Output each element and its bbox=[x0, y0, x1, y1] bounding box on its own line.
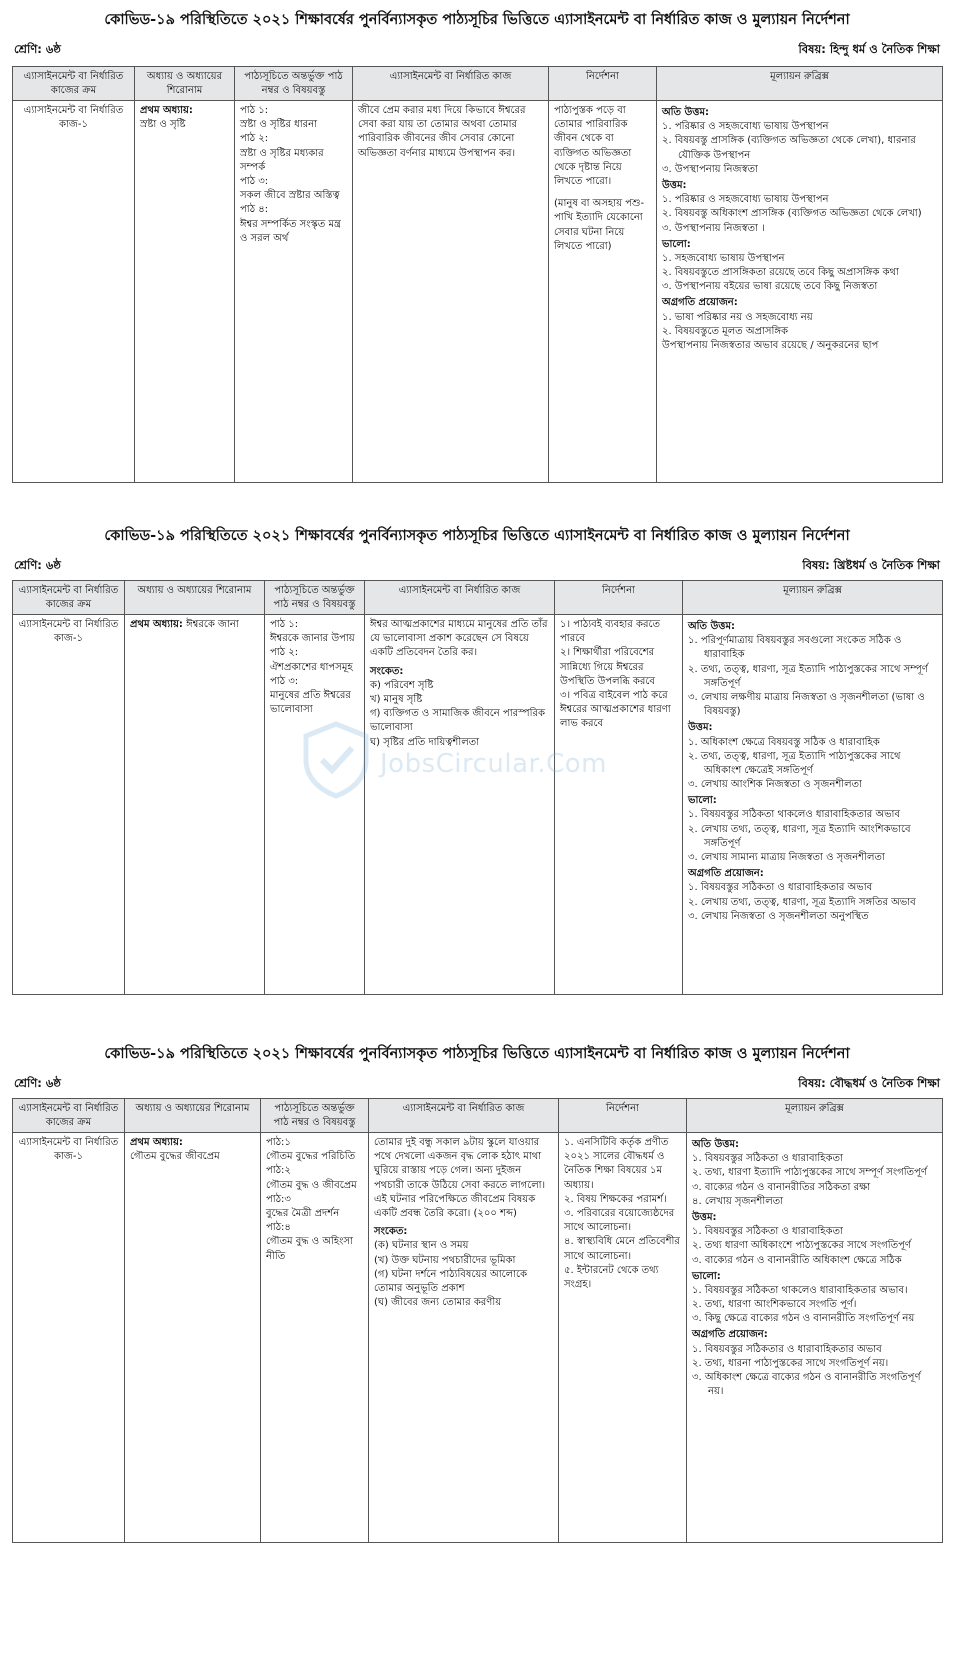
cell-lessons bbox=[261, 1133, 369, 1543]
rubric-item: ৩. কিছু ক্ষেত্রে বাক্যের গঠন ও বানানরীতি সংগতিপূর্ণ নয় bbox=[692, 1313, 915, 1325]
instruction-line: ৫. ইন্টারনেট থেকে তথ্য সংগ্রহ। bbox=[564, 1264, 659, 1290]
rubric-item: ৩. লেখায় সামান্য মাত্রায় নিজস্বতা ও সৃজনশীলতা bbox=[688, 852, 885, 863]
task-line: তোমার দুই বন্ধু সকাল ৯টায় স্কুলে যাওয়ার পথে দেখলো একজন বৃদ্ধ লোক হঠাৎ মাথা ঘুরিয়ে রাস্তায় পড়ে গেল। অন্য দুইজন পথচারী তাকে উঠিয়ে সেবা করতে লাগলো। এই ঘটনার পরিপেক্ষিতে জীবপ্রেম বিষয়ক একটি প্রবন্ধ তৈরি করো। (২০০ শব্দ) bbox=[374, 1137, 546, 1219]
lesson-line: পাঠ:২ bbox=[266, 1165, 291, 1177]
cell-rubric bbox=[657, 101, 943, 483]
cell-task bbox=[369, 1133, 559, 1543]
cell-order bbox=[13, 101, 135, 483]
rubric-item: ২. লেখায় তথ্য, তত্ত্ব, ধারণা, সূত্র ইত্যাদি সঙ্গতির অভাব bbox=[688, 896, 916, 908]
table-header-row bbox=[13, 1099, 943, 1133]
table-row bbox=[13, 615, 943, 995]
table-header-row bbox=[13, 67, 943, 101]
chapter-label: প্রথম অধ্যায়: bbox=[140, 105, 193, 116]
cell-lessons bbox=[265, 615, 365, 995]
instruction-line: ৪. স্বাস্থ্যবিধি মেনে প্রতিবেশীর সাথে আলোচনা। bbox=[564, 1236, 680, 1262]
lesson-line: গৌতম বুদ্ধ ও জীবপ্রেম bbox=[266, 1179, 357, 1191]
rubric-level: উত্তম: bbox=[692, 1211, 717, 1223]
cell-order bbox=[13, 1133, 125, 1543]
lesson-line: গৌতম বুদ্ধের পরিচিতি bbox=[266, 1151, 356, 1163]
lesson-line: পাঠ ১: bbox=[270, 619, 299, 630]
header-chapter: অধ্যায় ও অধ্যায়ের শিরোনাম bbox=[125, 581, 265, 615]
lesson-line: স্রষ্টা ও সৃষ্টির মধ্যকার সম্পর্ক bbox=[240, 147, 324, 173]
rubric-level: অতি উত্তম: bbox=[692, 1139, 739, 1150]
header-order: এ্যাসাইনমেন্ট বা নির্ধারিত কাজের ক্রম bbox=[13, 581, 125, 615]
lesson-line: পাঠ ৪: bbox=[240, 204, 269, 216]
rubric-item: উপস্থাপনায় নিজস্বতার অভাব রয়েছে / অনুকরনের ছাপ bbox=[662, 340, 879, 351]
cell-chapter bbox=[125, 1133, 261, 1543]
lesson-line: পাঠ:৪ bbox=[266, 1222, 291, 1234]
rubric-item: ১. বিষয়বস্তুর সঠিকতা থাকলেও ধারাবাহিকতার অভাব bbox=[688, 809, 901, 821]
rubric-item: ৩. লেখায় আংশিক নিজস্বতা ও সৃজনশীলতা bbox=[688, 779, 862, 791]
chapter-title: ঈশ্বরকে জানা bbox=[186, 619, 239, 630]
rubric-item: ৩. লেখায় নিজস্বতা ও সৃজনশীলতা অনুপস্থিত bbox=[688, 910, 869, 922]
rubric-item: ২. তথ্য ধারণা অধিকাংশে পাঠ্যপুস্তকের সাথে সংগতিপূর্ণ bbox=[692, 1240, 911, 1252]
section-meta bbox=[12, 40, 942, 58]
rubric-item: ২. তথ্য, তত্ত্ব, ধারণা, সূত্র ইত্যাদি পাঠ্যপুস্তকের সাথে সম্পূর্ণ সঙ্গতিপূর্ণ bbox=[688, 663, 928, 689]
cell-lessons bbox=[235, 101, 353, 483]
lesson-line: পাঠ ৩: bbox=[270, 675, 299, 687]
rubric-item: ২. বিষয়বস্তুতে মূলত অপ্রাসঙ্গিক bbox=[662, 325, 788, 337]
assignment-table bbox=[12, 580, 943, 995]
header-lessons: পাঠ্যসূচিতে অন্তর্ভুক্ত পাঠ নম্বর ও বিষয়বস্তু bbox=[235, 67, 353, 101]
lesson-line: পাঠ:৩ bbox=[266, 1193, 291, 1205]
rubric-item: ২. বিষয়বস্তু প্রাসঙ্গিক (ব্যক্তিগত অভিজ্ঞতা থেকে লেখা), ধারনার যৌক্তিক উপস্থাপন bbox=[662, 135, 916, 161]
subject-label: বিষয়: খ্রিষ্টধর্ম ও নৈতিক শিক্ষা bbox=[802, 558, 940, 572]
header-task: এ্যাসাইনমেন্ট বা নির্ধারিত কাজ bbox=[353, 67, 549, 101]
rubric-item: ২. তথ্য, ধারণা আংশিকভাবে সংগতি পূর্ণ। bbox=[692, 1299, 857, 1311]
header-instructions: নির্দেশনা bbox=[559, 1099, 687, 1133]
rubric-item: ১. অধিকাংশ ক্ষেত্রে বিষয়বস্তু সঠিক ও ধারাবাহিক bbox=[688, 736, 880, 748]
instruction-line: পাঠ্যপুস্তক পড়ে বা তোমার পারিবারিক জীবন থেকে বা ব্যক্তিগত অভিজ্ঞতা থেকে দৃষ্টান্ত নিয়ে লিখতে পারো। bbox=[554, 105, 632, 187]
order-text: এ্যাসাইনমেন্ট বা নির্ধারিত কাজ-১ bbox=[18, 619, 119, 645]
chapter-title: গৌতম বুদ্ধের জীবপ্রেম bbox=[130, 1151, 220, 1163]
rubric-item: ১. বিষয়বস্তুর সঠিকতার ও ধারাবাহিকতার অভাব bbox=[692, 1343, 882, 1355]
instruction-line: ৩। পবিত্র বাইবেল পাঠ করে ঈশ্বরের আত্মপ্রকাশের ধারণা লাভ করবে bbox=[560, 689, 671, 730]
lesson-line: পাঠ ৩: bbox=[240, 175, 269, 187]
cell-instructions bbox=[559, 1133, 687, 1543]
lesson-line: মানুষের প্রতি ঈশ্বরের ভালোবাসা bbox=[270, 689, 351, 716]
rubric-item: ৩. উপস্থাপনায় বইয়ের ভাষা রয়েছে তবে কিছু নিজস্বতা bbox=[662, 281, 878, 293]
header-rubric: মূল্যায়ন রুব্রিক্স bbox=[687, 1099, 943, 1133]
chapter-label: প্রথম অধ্যায়: bbox=[130, 1137, 183, 1148]
table-row bbox=[13, 1133, 943, 1543]
section-hindu bbox=[12, 10, 942, 483]
rubric-level: ভালো: bbox=[692, 1270, 721, 1282]
instruction-line: ৩. পরিবারের বয়োজ্যেষ্ঠদের সাথে আলোচনা। bbox=[564, 1207, 675, 1234]
section-meta bbox=[12, 556, 942, 574]
lesson-line: পাঠ ২: bbox=[240, 133, 269, 145]
lesson-line: পাঠ ২: bbox=[270, 647, 299, 659]
instruction-line: ১. এনসিটিবি কর্তৃক প্রণীত ২০২১ সালের বৌদ্ধধর্ম ও নৈতিক শিক্ষা বিষয়ের ১ম অধ্যায়। bbox=[564, 1137, 669, 1191]
lesson-line: গৌতম বুদ্ধ ও অহিংসা নীতি bbox=[266, 1236, 353, 1262]
rubric-item: ১. বিষয়বস্তুর সঠিকতা ও ধারাবাহিকতা bbox=[692, 1153, 843, 1165]
table-header-row bbox=[13, 581, 943, 615]
header-task: এ্যাসাইনমেন্ট বা নির্ধারিত কাজ bbox=[365, 581, 555, 615]
rubric-item: ২. বিষয়বস্তু অধিকাংশ প্রাসঙ্গিক (ব্যক্তিগত অভিজ্ঞতা থেকে লেখা) bbox=[662, 208, 922, 220]
order-text: এ্যাসাইনমেন্ট বা নির্ধারিত কাজ-১ bbox=[18, 1137, 119, 1163]
rubric-level: অগ্রগতি প্রয়োজন: bbox=[692, 1329, 768, 1341]
task-line: (খ) উক্ত ঘটনায় পথচারীদের ভূমিকা bbox=[374, 1254, 516, 1266]
section-title: কোভিড-১৯ পরিস্থিতিতে ২০২১ শিক্ষাবর্ষের পুনর্বিন্যাসকৃত পাঠ্যসূচির ভিত্তিতে এ্যাসাইনমেন্ট বা নির্ধারিত কাজ ও মুল্যায়ন নির্দেশনা bbox=[104, 12, 850, 28]
rubric-item: ৩. বাক্যের গঠন ও বানানরীতির সঠিকতা রক্ষা bbox=[692, 1181, 871, 1193]
class-label: শ্রেণি: ৬ষ্ঠ bbox=[14, 558, 61, 572]
task-line: ঈশ্বর আত্মপ্রকাশের মাধ্যমে মানুষের প্রতি তাঁর যে ভালোবাসা প্রকাশ করেছেন সে বিষয়ে একটি প্রতিবেদন তৈরি কর। bbox=[370, 619, 548, 659]
rubric-level: অতি উত্তম: bbox=[688, 621, 735, 632]
rubric-item: ১. ভাষা পরিষ্কার নয় ও সহজবোধ্য নয় bbox=[662, 311, 813, 323]
cell-chapter bbox=[135, 101, 235, 483]
task-line: সংকেত: bbox=[374, 1226, 408, 1238]
assignment-table bbox=[12, 1098, 943, 1543]
rubric-level: ভালো: bbox=[688, 795, 717, 807]
header-lessons: পাঠ্যসূচিতে অন্তর্ভুক্ত পাঠ নম্বর ও বিষয়বস্তু bbox=[261, 1099, 369, 1133]
assignment-table bbox=[12, 66, 943, 483]
section-title: কোভিড-১৯ পরিস্থিতিতে ২০২১ শিক্ষাবর্ষের পুনর্বিন্যাসকৃত পাঠ্যসূচির ভিত্তিতে এ্যাসাইনমেন্ট বা নির্ধারিত কাজ ও মুল্যায়ন নির্দেশনা bbox=[104, 528, 850, 544]
lesson-line: পাঠ ১: bbox=[240, 105, 269, 116]
rubric-level: ভালো: bbox=[662, 238, 691, 250]
lesson-line: স্রষ্টা ও সৃষ্টির ধারনা bbox=[240, 119, 318, 131]
rubric-item: ১. পরিষ্কার ও সহজবোধ্য ভাষায় উপস্থাপন bbox=[662, 194, 829, 206]
header-task: এ্যাসাইনমেন্ট বা নির্ধারিত কাজ bbox=[369, 1099, 559, 1133]
class-label: শ্রেণি: ৬ষ্ঠ bbox=[14, 42, 61, 56]
header-rubric: মূল্যায়ন রুব্রিক্স bbox=[683, 581, 943, 615]
header-rubric: মূল্যায়ন রুব্রিক্স bbox=[657, 67, 943, 101]
task-line: জীবে প্রেম করার মধ্য দিয়ে কিভাবে ঈশ্বরের সেবা করা যায় তা তোমার অথবা তোমার পারিবারিক জীবনের জীব সেবার কোনো অভিজ্ঞতা বর্ণনার মাধ্যমে উপস্থাপন কর। bbox=[358, 105, 526, 159]
rubric-item: ১. সহজবোধ্য ভাষায় উপস্থাপন bbox=[662, 252, 785, 264]
header-chapter: অধ্যায় ও অধ্যায়ের শিরোনাম bbox=[135, 67, 235, 101]
rubric-item: ১. বিষয়বস্তুর সঠিকতা ও ধারাবাহিকতার অভাব bbox=[688, 882, 873, 894]
section-meta bbox=[12, 1074, 942, 1092]
cell-rubric bbox=[683, 615, 943, 995]
rubric-level: অতি উত্তম: bbox=[662, 107, 709, 118]
rubric-item: ২. বিষয়বস্তুতে প্রাসঙ্গিকতা রয়েছে তবে কিছু অপ্রাসঙ্গিক কথা bbox=[662, 267, 899, 279]
watermark-text: JobsCircular.Com bbox=[380, 749, 608, 779]
cell-instructions bbox=[555, 615, 683, 995]
rubric-item: ৩. বাক্যের গঠন ও বানানরীতি অধিকাংশ ক্ষেত্রে সঠিক bbox=[692, 1254, 902, 1266]
task-line: (ক) ঘটনার স্থান ও সময় bbox=[374, 1240, 469, 1252]
rubric-item: ২. লেখায় তথ্য, তত্ত্ব, ধারণা, সূত্র ইত্যাদি আংশিকভাবে সঙ্গতিপূর্ণ bbox=[688, 823, 911, 849]
lesson-line: ঈশ্বর সম্পর্কিত সংস্কৃত মন্ত্র ও সরল অর্থ bbox=[240, 218, 341, 244]
rubric-item: ৩. লেখায় লক্ষণীয় মাত্রায় নিজস্বতা ও সৃজনশীলতা (ভাষা ও বিষয়বস্তু) bbox=[688, 691, 925, 718]
chapter-label: প্রথম অধ্যায়: bbox=[130, 619, 183, 630]
task-line: খ) মানুষ সৃষ্টি bbox=[370, 693, 423, 705]
cell-task bbox=[365, 615, 555, 995]
rubric-level: উত্তম: bbox=[662, 179, 687, 191]
class-label: শ্রেণি: ৬ষ্ঠ bbox=[14, 1076, 61, 1090]
header-order: এ্যাসাইনমেন্ট বা নির্ধারিত কাজের ক্রম bbox=[13, 67, 135, 101]
section-christian bbox=[12, 526, 942, 995]
cell-order bbox=[13, 615, 125, 995]
chapter-title: স্রষ্টা ও সৃষ্টি bbox=[140, 119, 186, 131]
section-buddhist bbox=[12, 1044, 942, 1543]
rubric-item: ৩. উপস্থাপনায় নিজস্বতা । bbox=[662, 222, 765, 234]
lesson-line: ঐশপ্রকাশের ধাপসমূহ bbox=[270, 661, 353, 673]
rubric-item: ৩. অধিকাংশ ক্ষেত্রে বাক্যের গঠন ও বানানরীতি সংগতিপূর্ণ নয়। bbox=[692, 1372, 921, 1398]
rubric-item: ৩. উপস্থাপনায় নিজস্বতা bbox=[662, 163, 758, 175]
rubric-item: ১. বিষয়বস্তুর সঠিকতা ও ধারাবাহিকতা bbox=[692, 1226, 843, 1238]
task-line: ক) পরিবেশ সৃষ্টি bbox=[370, 679, 434, 691]
instruction-line: ১। পাঠ্যবই ব্যবহার করতে পারবে bbox=[560, 619, 661, 645]
rubric-item: ২. তথ্য, ধারনা পাঠ্যপুস্তকের সাথে সংগতিপূর্ণ নয়। bbox=[692, 1357, 889, 1369]
order-text: এ্যাসাইনমেন্ট বা নির্ধারিত কাজ-১ bbox=[23, 105, 124, 131]
instruction-line: ২। শিক্ষার্থীরা পরিবেশের সান্নিধ্যে গিয়ে ঈশ্বরের উপস্থিতি উপলব্ধি করবে bbox=[560, 647, 655, 687]
task-line: ঘ) সৃষ্টির প্রতি দায়িত্বশীলতা bbox=[370, 736, 480, 748]
lesson-line: ঈশ্বরকে জানার উপায় bbox=[270, 633, 355, 645]
rubric-item: ১. পরিষ্কার ও সহজবোধ্য ভাষায় উপস্থাপন bbox=[662, 121, 829, 133]
cell-instructions bbox=[549, 101, 657, 483]
header-order: এ্যাসাইনমেন্ট বা নির্ধারিত কাজের ক্রম bbox=[13, 1099, 125, 1133]
instruction-line: (মানুষ বা অসহায় পশু-পাখি ইত্যাদি যেকোনো সেবার ঘটনা নিয়ে লিখতে পারো) bbox=[554, 198, 645, 252]
cell-task bbox=[353, 101, 549, 483]
lesson-line: সকল জীবে স্রষ্টার অস্তিত্ব bbox=[240, 190, 340, 202]
rubric-item: ১. বিষয়বস্তুর সঠিকতা থাকলেও ধারাবাহিকতার অভাব। bbox=[692, 1284, 908, 1296]
task-line: সংকেত: bbox=[370, 665, 404, 677]
lesson-line: বুদ্ধের মৈত্রী প্রদর্শন bbox=[266, 1207, 340, 1219]
rubric-item: ১. পরিপূর্ণমাত্রায় বিষয়বস্তুর সবগুলো সংকেত সঠিক ও ধারাবাহিক bbox=[688, 635, 902, 661]
cell-rubric bbox=[687, 1133, 943, 1543]
task-line: (গ) ঘটনা দর্শনে পাঠ্যবিষয়ের আলোকে তোমার অনুভূতি প্রকাশ bbox=[374, 1268, 528, 1294]
subject-label: বিষয়: হিন্দু ধর্ম ও নৈতিক শিক্ষা bbox=[798, 42, 940, 56]
subject-label: বিষয়: বৌদ্ধধর্ম ও নৈতিক শিক্ষা bbox=[798, 1076, 940, 1090]
header-chapter: অধ্যায় ও অধ্যায়ের শিরোনাম bbox=[125, 1099, 261, 1133]
header-lessons: পাঠ্যসূচিতে অন্তর্ভুক্ত পাঠ নম্বর ও বিষয়বস্তু bbox=[265, 581, 365, 615]
task-line: (ঘ) জীবের জন্য তোমার করণীয় bbox=[374, 1297, 502, 1309]
header-instructions: নির্দেশনা bbox=[549, 67, 657, 101]
rubric-item: ২. তথ্য, তত্ত্ব, ধারণা, সূত্র ইত্যাদি পাঠ্যপুস্তকের সাথে অধিকাংশ ক্ষেত্রেই সঙ্গতিপূর্ণ bbox=[688, 750, 901, 776]
rubric-level: অগ্রগতি প্রয়োজন: bbox=[662, 297, 738, 309]
rubric-level: অগ্রগতি প্রয়োজন: bbox=[688, 868, 764, 880]
rubric-level: উত্তম: bbox=[688, 722, 713, 734]
section-title: কোভিড-১৯ পরিস্থিতিতে ২০২১ শিক্ষাবর্ষের পুনর্বিন্যাসকৃত পাঠ্যসূচির ভিত্তিতে এ্যাসাইনমেন্ট বা নির্ধারিত কাজ ও মুল্যায়ন নির্দেশনা bbox=[104, 1046, 850, 1062]
cell-chapter bbox=[125, 615, 265, 995]
lesson-line: পাঠ:১ bbox=[266, 1137, 291, 1148]
table-row bbox=[13, 101, 943, 483]
task-line: গ) ব্যক্তিগত ও সামাজিক জীবনে পারস্পরিক ভালোবাসা bbox=[370, 708, 545, 734]
rubric-item: ৪. লেখায় সৃজনশীলতা bbox=[692, 1195, 784, 1207]
instruction-line: ২. বিষয় শিক্ষকের পরামর্শ। bbox=[564, 1193, 667, 1205]
header-instructions: নির্দেশনা bbox=[555, 581, 683, 615]
rubric-item: ২. তথ্য, ধারণা ইত্যাদি পাঠ্যপুস্তকের সাথে সম্পূর্ণ সংগতিপূর্ণ bbox=[692, 1167, 927, 1179]
